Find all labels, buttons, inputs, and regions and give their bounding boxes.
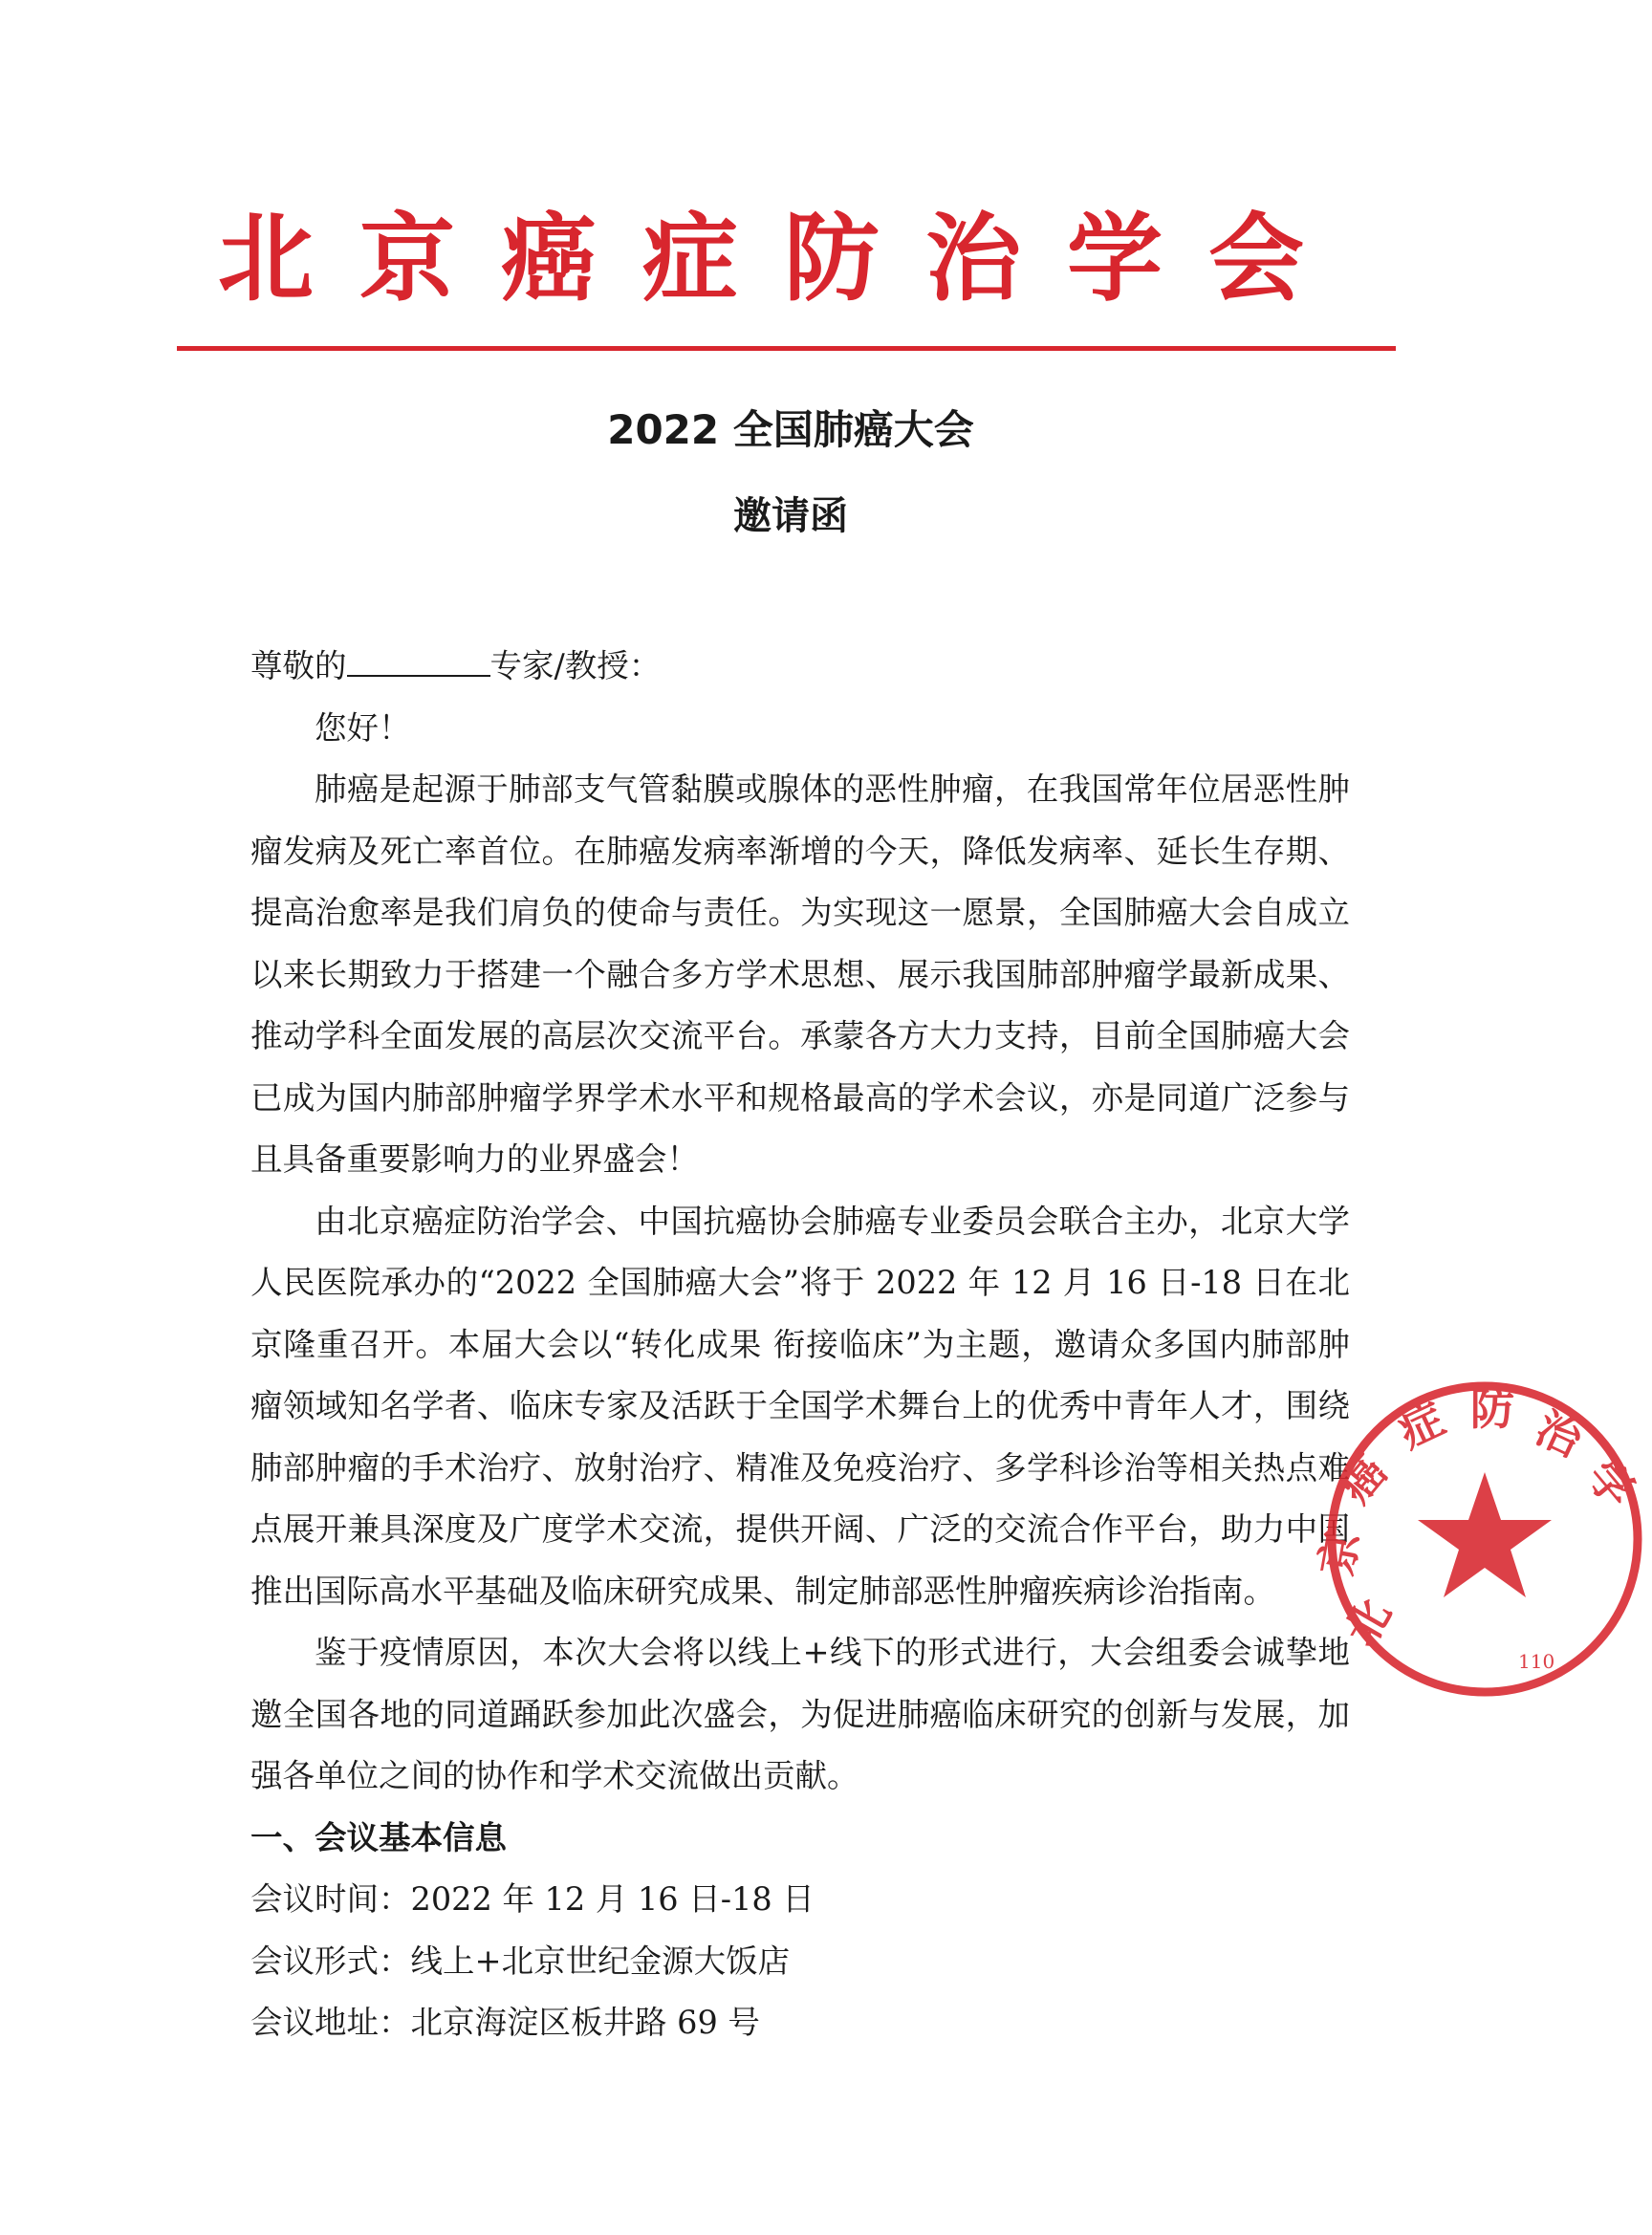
paragraph-format-invitation: 鉴于疫情原因，本次大会将以线上+线下的形式进行，大会组委会诚挚地邀全国各地的同道踊跃参加此次盛会，为促进肺癌临床研究的创新与发展，加强各单位之间的协作和学术交流做出贡献。 (250, 1634, 1350, 1794)
paragraph-intro: 肺癌是起源于肺部支气管黏膜或腺体的恶性肿瘤，在我国常年位居恶性肿瘤发病及死亡率首位。在肺癌发病率渐增的今天，降低发病率、延长生存期、提高治愈率是我们肩负的使命与责任。为实现这一愿景，全国肺癌大会自成立以来长期致力于搭建一个融合多方学术思想、展示我国肺部肿瘤学最新成果、推动学科全面发展的高层次交流平台。承蒙各方大力支持，目前全国肺癌大会已成为国内肺部肿瘤学界学术水平和规格最高的学术会议，亦是同道广泛参与且具备重要影响力的业界盛会！ (250, 770, 1350, 1178)
svg-text:学: 学 (1576, 1450, 1645, 1518)
meeting-address-line: 会议地址：北京海淀区板井路 69 号 (250, 2004, 760, 2041)
paragraph-conference-details: 由北京癌症防治学会、中国抗癌协会肺癌专业委员会联合主办，北京大学人民医院承办的“2022 全国肺癌大会”将于 2022 年 12 月 16 日-18 日在北京隆重召开。本届大会以“转化成果 衔接临床”为主题，邀请众多国内肺部肿瘤领域知名学者、临床专家及活跃于全国学术舞台上的优秀中青年人才，围绕肺部肿瘤的手术治疗、放射治疗、精准及免疫治疗、多学科诊治等相关热点难点展开兼具深度及广度学术交流，提供开阔、广泛的交流合作平台，助力中国推出国际高水平基础及临床研究成果、制定肺部恶性肿瘤疾病诊治指南。 (250, 1202, 1350, 1610)
document-title: 邀请函 (733, 494, 848, 538)
meeting-time-line: 会议时间：2022 年 12 月 16 日-18 日 (250, 1880, 815, 1918)
recipient-name-blank (347, 644, 490, 677)
meeting-format-line: 会议形式：线上+北京世纪金源大饭店 (250, 1942, 791, 1980)
letterhead-divider (177, 346, 1396, 351)
conference-title: 2022 全国肺癌大会 (607, 406, 974, 453)
salutation-prefix: 尊敬的 (250, 647, 347, 684)
section-heading-basic-info: 一、会议基本信息 (250, 1818, 507, 1856)
salutation-suffix: 专家/教授： (489, 647, 662, 684)
svg-text:症: 症 (1390, 1392, 1453, 1458)
seal-star-icon (1418, 1472, 1552, 1597)
svg-text:北: 北 (1334, 1590, 1402, 1655)
svg-text:治: 治 (1528, 1401, 1590, 1467)
letterhead-org-name: 北京癌症防治学会 (218, 202, 1350, 315)
letter-body (250, 636, 1350, 2054)
svg-text:京: 京 (1310, 1527, 1369, 1579)
salutation-line (250, 636, 1350, 698)
svg-text:110: 110 (1518, 1650, 1555, 1673)
official-seal-stamp (1310, 1372, 1652, 1706)
greeting-line: 您好！ (315, 708, 411, 747)
svg-text:防: 防 (1470, 1383, 1514, 1435)
svg-text:癌: 癌 (1329, 1445, 1397, 1513)
